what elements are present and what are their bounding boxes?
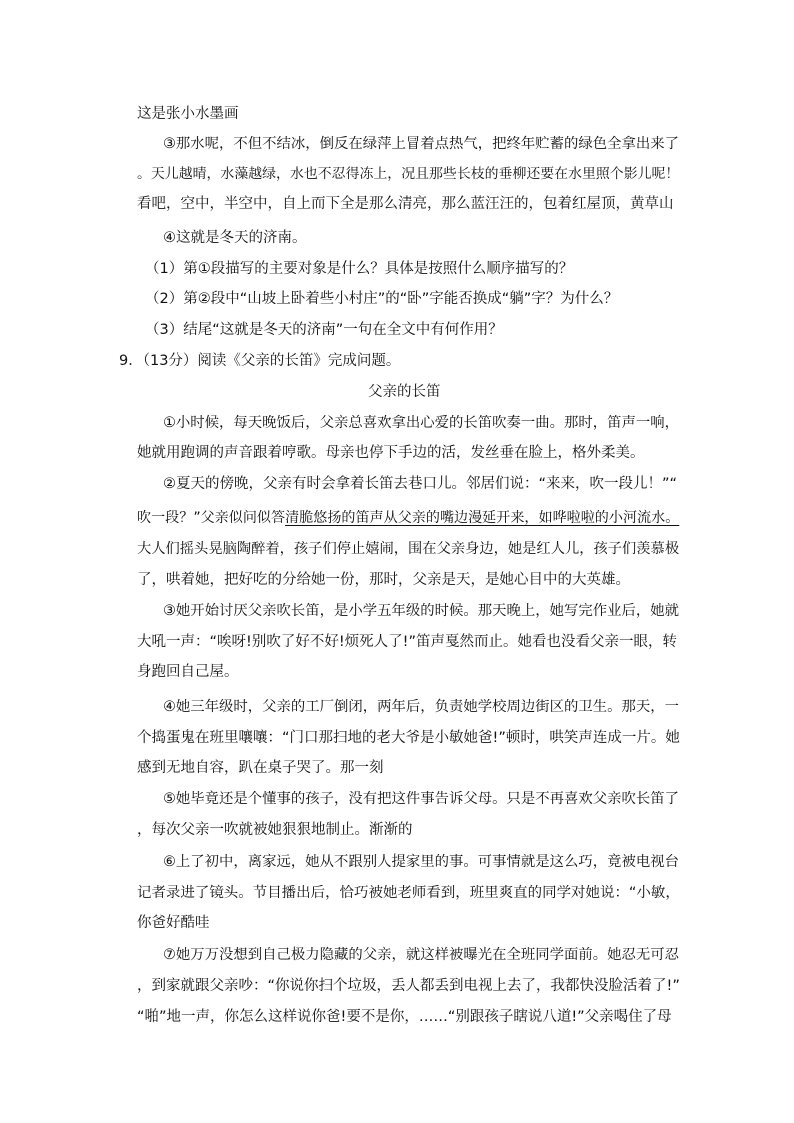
article-para-7: ，到家就跟父亲吵：“你说你扫个垃圾，丢人都丢到电视上去了，我都快没脸活着了!” xyxy=(137,978,680,994)
article-para-2 xyxy=(137,508,679,528)
article-para-1: 她就用跑调的声音跟着哼歌。母亲也停下手边的活，发丝垂在脸上，格外柔美。 xyxy=(137,445,645,461)
article-para-2: 大人们摇头晃脑陶醉着，孩子们停止嬉闹，围在父亲身边，她是红人儿，孩子们羡慕极 xyxy=(137,541,680,557)
article-para-5: ，每次父亲一吹就被她狠狠地制止。渐渐的 xyxy=(137,822,413,838)
article-para-1: ①小时候，每天晚饭后，父亲总喜欢拿出心爱的长笛吹奏一曲。那时，笛声一响， xyxy=(163,415,680,431)
article-para-4: 感到无地自容，趴在桌子哭了。那一刻 xyxy=(137,760,384,776)
question-q8-1: （1）第①段描写的主要对象是什么？具体是按照什么顺序描写的？ xyxy=(145,261,574,277)
article-para-2: ②夏天的傍晚，父亲有时会拿着长笛去巷口儿。邻居们说：“来来，吹一段儿！”“ xyxy=(163,476,678,492)
article-title: 父亲的长笛 xyxy=(368,384,441,400)
question-q8-3: （3）结尾“这就是冬天的济南”一句在全文中有何作用？ xyxy=(145,322,503,338)
article-para-6: ⑥上了初中，离家远，她从不跟别人提家里的事。可事情就是这么巧，竟被电视台 xyxy=(163,854,680,870)
underlined-sentence: 清脆悠扬的笛声从父亲的嘴边漫延开来，如哗啦啦的小河流水。 xyxy=(285,510,680,526)
article-para-7: “啪”地一声，你怎么这样说你爸!要不是你，……“别跟孩子瞎说八道!”父亲喝住了母 xyxy=(137,1009,672,1025)
article-para-4: 个捣蛋鬼在班里嚷嚷：“门口那扫地的老大爷是小敏她爸!”顿时，哄笑声连成一片。她 xyxy=(137,730,680,746)
article-para-3: 大吼一声：“唉呀!别吹了好不好!烦死人了!”笛声戛然而止。她看也没看父亲一眼，转 xyxy=(137,634,677,650)
article-para-2: 了，哄着她，把好吃的分给她一份，那时，父亲是天，是她心目中的大英雄。 xyxy=(137,572,630,588)
article-para-7: ⑦她万万没想到自己极力隐藏的父亲，就这样被曝光在全班同学面前。她忍无可忍 xyxy=(163,947,680,963)
article-para-6: 你爸好酷哇 xyxy=(137,915,210,931)
question-q8-2: （2）第②段中“山坡上卧着些小村庄”的“卧”字能否换成“躺”字？为什么？ xyxy=(145,291,619,307)
article-para-4: ④她三年级时，父亲的工厂倒闭，两年后，负责她学校周边街区的卫生。那天，一 xyxy=(163,699,680,715)
para3-line: ③那水呢，不但不结冰，倒反在绿萍上冒着点热气，把终年贮蓄的绿色全拿出来了 xyxy=(163,136,680,152)
top-fragment: 这是张小水墨画 xyxy=(137,106,239,122)
para3-line: 。天儿越晴，水藻越绿，水也不忍得冻上，况且那些长枝的垂柳还要在水里照个影儿呢！ xyxy=(137,166,680,182)
article-para-3: ③她开始讨厌父亲吹长笛，是小学五年级的时候。那天晚上，她写完作业后，她就 xyxy=(163,603,680,619)
question-9-header: 9．（13分）阅读《父亲的长笛》完成问题。 xyxy=(119,353,401,369)
article-para-5: ⑤她毕竟还是个懂事的孩子，没有把这件事告诉父母。只是不再喜欢父亲吹长笛了 xyxy=(163,791,680,807)
article-para-2-text: 吹一段？”父亲似问似答 xyxy=(137,510,286,526)
article-para-3: 身跑回自己屋。 xyxy=(137,664,239,680)
article-para-6: 记者录进了镜头。节目播出后，恰巧被她老师看到，班里爽直的同学对她说：“小敏， xyxy=(137,885,680,901)
para4: ④这就是冬天的济南。 xyxy=(163,230,307,246)
para3-line: 看吧，空中，半空中，自上而下全是那么清亮，那么蓝汪汪的，包着红屋顶，黄草山 xyxy=(137,196,674,212)
